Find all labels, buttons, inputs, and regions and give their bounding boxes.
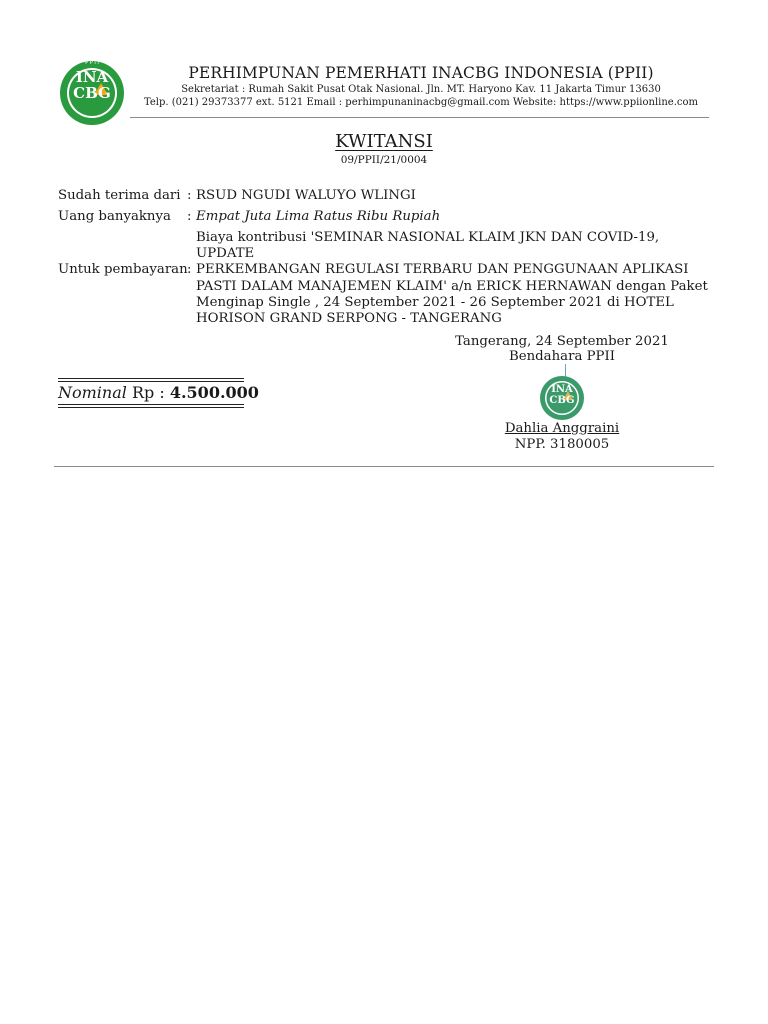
organization-name: PERHIMPUNAN PEMERHATI INACBG INDONESIA (PPII) [188,64,654,82]
nominal-text [58,383,259,402]
header-divider [130,117,709,118]
logo-text-bottom: CBG [73,84,111,102]
nominal-rule [58,407,244,408]
received-from-colon: : [187,188,192,203]
signature-role: Bendahara PPII [508,349,616,364]
purpose-line: Biaya kontribusi 'SEMINAR NASIONAL KLAIM JKN DAN COVID-19, UPDATE [196,230,660,262]
stamp-text-bottom: CBG [549,395,575,406]
purpose-line: HORISON GRAND SERPONG - TANGERANG [196,311,502,327]
logo-ring-text: P P I I [85,60,99,66]
document-title: KWITANSI [335,131,433,152]
ppii-stamp-icon [538,375,586,421]
received-from-label: Sudah terima dari [58,188,181,203]
purpose-line: PASTI DALAM MANAJEMEN KLAIM' a/n ERICK HERNAWAN dengan Paket [196,278,708,294]
organization-address: Sekretariat : Rumah Sakit Pusat Otak Nasional. Jln. MT. Haryono Kav. 11 Jakarta Timur 13630 [181,84,661,95]
stamp-text-top: INA [551,384,573,395]
nominal-amount: 4.500.000 [169,383,259,402]
nominal-label: Nominal [58,383,127,402]
nominal-amount-box [58,378,259,408]
amount-words-label: Uang banyaknya [58,209,171,224]
nominal-currency: Rp : [131,383,165,402]
logo-text-top: INA [75,68,109,86]
signature-name: Dahlia Anggraini [504,421,620,436]
amount-words-colon: : [187,209,192,224]
footer-divider [54,466,714,467]
purpose-value [196,230,716,327]
nominal-rule [58,381,244,382]
nominal-rule [58,404,244,405]
ppii-logo-icon [57,59,127,127]
nominal-rule [58,378,244,379]
purpose-line: Menginap Single , 24 September 2021 - 26 September 2021 di HOTEL [196,294,674,310]
purpose-label: Untuk pembayaran [58,262,188,277]
purpose-line: PERKEMBANGAN REGULASI TERBARU DAN PENGGUNAAN APLIKASI [196,262,689,278]
document-number: 09/PPII/21/0004 [340,154,428,166]
signature-place-date: Tangerang, 24 September 2021 [455,334,669,349]
amount-words-value: Empat Juta Lima Ratus Ribu Rupiah [196,209,441,224]
signature-npp: NPP. 3180005 [514,437,610,452]
received-from-value: RSUD NGUDI WALUYO WLINGI [196,188,416,203]
purpose-colon: : [187,262,192,277]
organization-contact: Telp. (021) 29373377 ext. 5121 Email : perhimpunaninacbg@gmail.com Website: https://www.ppiionline.com [143,97,699,108]
